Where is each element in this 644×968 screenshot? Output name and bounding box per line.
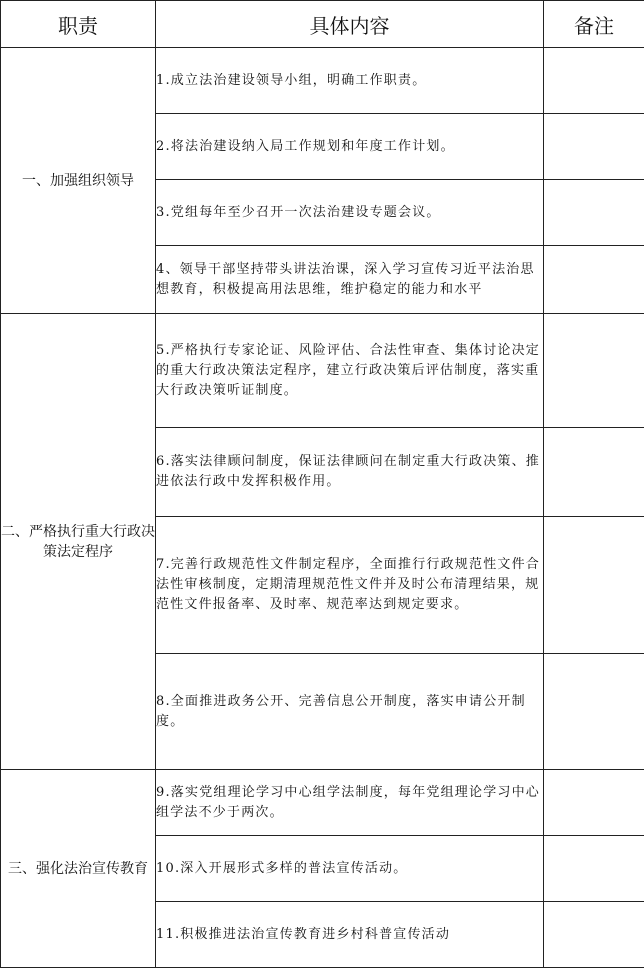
header-content: 具体内容 (156, 1, 544, 48)
duty-cell-3: 三、强化法治宣传教育 (1, 770, 156, 968)
note-cell (544, 836, 644, 902)
content-text: 4、领导干部坚持带头讲法治课，深入学习宣传习近平法治思想教育，积极提高用法思维，维护稳定的能力和水平 (156, 260, 543, 300)
note-cell (544, 314, 644, 428)
header-duty: 职责 (1, 1, 156, 48)
content-text: 2.将法治建设纳入局工作规划和年度工作计划。 (156, 137, 543, 157)
content-cell (156, 180, 544, 246)
content-text: 10.深入开展形式多样的普法宣传活动。 (156, 859, 543, 879)
content-cell (156, 654, 544, 770)
content-text: 8.全面推进政务公开、完善信息公开制度，落实申请公开制度。 (156, 692, 543, 732)
content-text: 7.完善行政规范性文件制定程序，全面推行行政规范性文件合法性审核制度，定期清理规范性文件并及时公布清理结果，规范性文件报备率、及时率、规范率达到规定要求。 (156, 555, 543, 615)
note-cell (544, 902, 644, 968)
note-cell (544, 770, 644, 836)
table-row (1, 48, 644, 114)
note-cell (544, 180, 644, 246)
content-text: 6.落实法律顾问制度，保证法律顾问在制定重大行政决策、推进依法行政中发挥积极作用。 (156, 452, 543, 492)
content-text: 11.积极推进法治宣传教育进乡村科普宣传活动 (156, 925, 543, 945)
content-cell (156, 428, 544, 517)
content-cell (156, 314, 544, 428)
content-text: 9.落实党组理论学习中心组学法制度，每年党组理论学习中心组学法不少于两次。 (156, 783, 543, 823)
duty-cell-2: 二、严格执行重大行政决策法定程序 (1, 314, 156, 770)
content-cell (156, 836, 544, 902)
note-cell (544, 428, 644, 517)
content-cell (156, 517, 544, 654)
content-cell (156, 770, 544, 836)
content-cell (156, 902, 544, 968)
duty-cell-1: 一、加强组织领导 (1, 48, 156, 314)
header-note: 备注 (544, 1, 644, 48)
content-cell (156, 48, 544, 114)
table-row (1, 770, 644, 836)
content-cell (156, 114, 544, 180)
content-text: 1.成立法治建设领导小组，明确工作职责。 (156, 71, 543, 91)
note-cell (544, 114, 644, 180)
note-cell (544, 517, 644, 654)
content-cell (156, 246, 544, 314)
content-text: 5.严格执行专家论证、风险评估、合法性审查、集体讨论决定的重大行政决策法定程序，建立行政决策后评估制度，落实重大行政决策听证制度。 (156, 341, 543, 401)
header-row (1, 1, 644, 48)
note-cell (544, 48, 644, 114)
table-row (1, 314, 644, 428)
note-cell (544, 654, 644, 770)
note-cell (544, 246, 644, 314)
content-text: 3.党组每年至少召开一次法治建设专题会议。 (156, 203, 543, 223)
